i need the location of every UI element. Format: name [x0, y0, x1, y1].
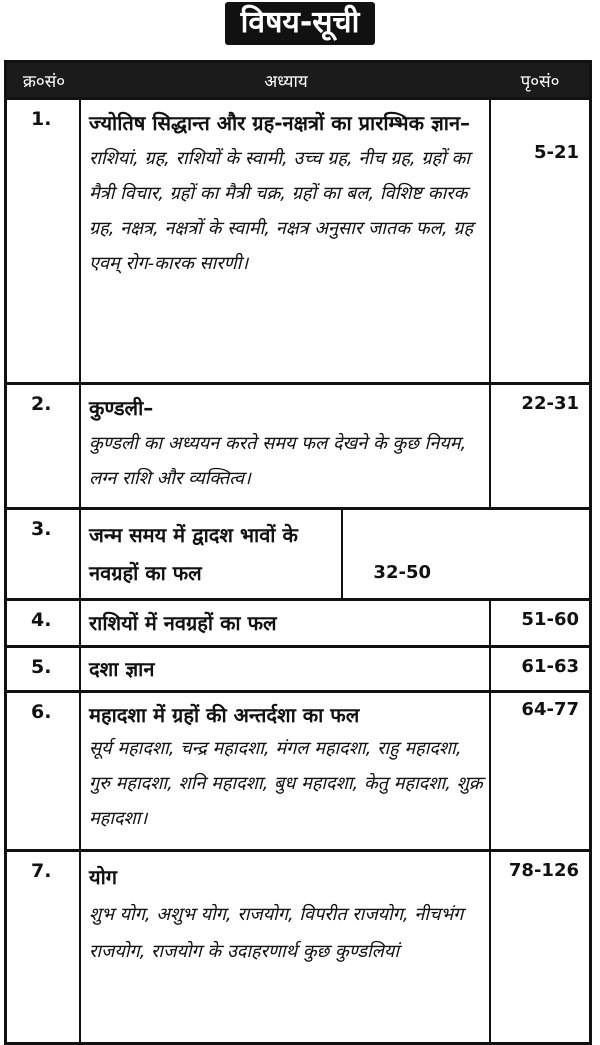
toc-table — [4, 60, 592, 1045]
row-title: ज्योतिष सिद्धान्त और ग्रह-नक्षत्रों का प्रारम्भिक ज्ञान– — [89, 111, 471, 135]
row-subtopics: कुण्डली का अध्ययन करते समय फल देखने के कुछ नियम, लग्न राशि और व्यक्तित्व। — [89, 433, 467, 489]
table-row — [7, 645, 589, 690]
table-row — [7, 690, 589, 849]
header-chapter: अध्याय — [264, 71, 308, 92]
row-num: 1. — [7, 100, 81, 382]
row-num: 2. — [7, 385, 81, 507]
table-row — [7, 382, 589, 507]
row-content — [81, 852, 491, 1042]
table-row — [7, 97, 589, 382]
row-page: 78-126 — [508, 860, 579, 881]
row-title: योग — [89, 865, 118, 889]
row-title: जन्म समय में द्वादश भावों के नवग्रहों का फल — [89, 523, 298, 585]
title-banner — [0, 2, 600, 45]
row-page: 61-63 — [521, 656, 579, 677]
toc-header-row — [7, 63, 589, 97]
row-content — [81, 385, 491, 507]
row-num: 3. — [7, 510, 81, 598]
row-title: महादशा में ग्रहों की अन्तर्दशा का फल — [89, 703, 360, 727]
table-row — [7, 507, 589, 598]
row-subtopics: सूर्य महादशा, चन्द्र महादशा, मंगल महादशा, राहु महादशा, गुरु महादशा, शनि महादशा, बुध महादशा, केतु महादशा, शुक्र महादशा। — [89, 738, 483, 829]
row-content — [81, 693, 491, 849]
row-title: दशा ज्ञान — [89, 657, 155, 681]
row-num: 5. — [7, 648, 81, 690]
row-num: 7. — [7, 852, 81, 1042]
row-content — [81, 510, 343, 598]
row-page: 32-50 — [373, 562, 431, 583]
table-row — [7, 598, 589, 645]
header-page: पृ०सं० — [520, 71, 560, 92]
row-title: कुण्डली– — [89, 396, 154, 420]
row-num: 6. — [7, 693, 81, 849]
row-content — [81, 601, 491, 645]
row-page: 51-60 — [521, 609, 579, 630]
row-num: 4. — [7, 601, 81, 645]
row-page: 22-31 — [521, 393, 579, 414]
header-num: क्र०सं० — [22, 71, 66, 92]
row-page: 5-21 — [533, 142, 579, 163]
page-title: विषय-सूची — [225, 2, 376, 45]
row-title: राशियों में नवग्रहों का फल — [89, 611, 277, 635]
row-subtopics: शुभ योग, अशुभ योग, राजयोग, विपरीत राजयोग, नीचभंग राजयोग, राजयोग के उदाहरणार्थ कुछ कुण्डलियां — [89, 904, 464, 962]
row-content — [81, 100, 491, 382]
row-content — [81, 648, 491, 690]
row-page: 64-77 — [521, 699, 579, 720]
row-subtopics: राशियां, ग्रह, राशियों के स्वामी, उच्च ग्रह, नीच ग्रह, ग्रहों का मैत्री विचार, ग्रहों का मैत्री चक्र, ग्रहों का बल, विशिष्ट कारक ग्रह, नक्षत्र, नक्षत्रों के स्वामी, नक्षत्र अनुसार जातक फल, ग्रह एवम् रोग-कारक सारणी। — [89, 148, 473, 274]
table-row — [7, 849, 589, 1042]
